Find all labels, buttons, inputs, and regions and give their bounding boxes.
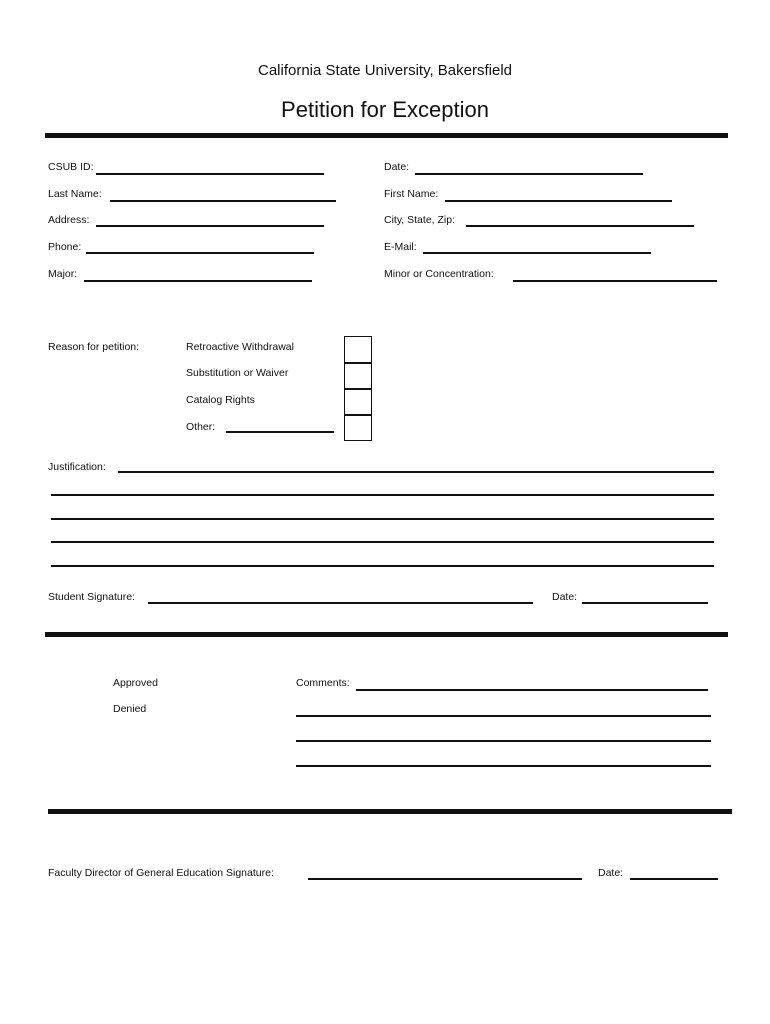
phone-field[interactable] — [86, 252, 314, 254]
city-state-zip-field[interactable] — [466, 225, 694, 227]
reason-option-other: Other: — [186, 421, 216, 433]
justification-line-3[interactable] — [51, 518, 714, 520]
retroactive-withdrawal-checkbox[interactable] — [344, 336, 372, 364]
major-label: Major: — [48, 268, 78, 280]
header-divider — [45, 133, 728, 138]
email-field[interactable] — [423, 252, 651, 254]
address-label: Address: — [48, 214, 90, 226]
city-state-zip-label: City, State, Zip: — [384, 214, 455, 226]
other-checkbox[interactable] — [344, 414, 372, 441]
catalog-rights-checkbox[interactable] — [344, 388, 372, 416]
approved-label: Approved — [113, 677, 158, 689]
minor-field[interactable] — [513, 280, 717, 282]
last-name-label: Last Name: — [48, 188, 102, 200]
minor-label: Minor or Concentration: — [384, 268, 494, 280]
director-signature-date-label: Date: — [598, 867, 624, 879]
comments-line-2[interactable] — [296, 715, 711, 717]
last-name-field[interactable] — [110, 200, 336, 202]
address-field[interactable] — [96, 225, 324, 227]
justification-line-1[interactable] — [118, 471, 714, 473]
reason-option-substitution-waiver: Substitution or Waiver — [186, 367, 289, 379]
reason-option-retroactive-withdrawal: Retroactive Withdrawal — [186, 341, 294, 353]
phone-label: Phone: — [48, 241, 82, 253]
section-divider-bottom — [48, 809, 732, 814]
date-label: Date: — [384, 161, 410, 173]
director-signature-field[interactable] — [308, 878, 582, 880]
reason-option-catalog-rights: Catalog Rights — [186, 394, 255, 406]
justification-line-5[interactable] — [51, 565, 714, 567]
comments-label: Comments: — [296, 677, 350, 689]
institution-name: California State University, Bakersfield — [258, 62, 512, 79]
date-field[interactable] — [415, 173, 643, 175]
student-signature-date-field[interactable] — [582, 602, 708, 604]
student-signature-field[interactable] — [148, 602, 533, 604]
comments-line-1[interactable] — [356, 689, 708, 691]
email-label: E-Mail: — [384, 241, 417, 253]
denied-label: Denied — [113, 703, 147, 715]
section-divider — [45, 632, 728, 637]
substitution-waiver-checkbox[interactable] — [344, 362, 372, 390]
student-signature-date-label: Date: — [552, 591, 578, 603]
form-title: Petition for Exception — [281, 97, 489, 122]
reason-other-field[interactable] — [226, 431, 334, 433]
reason-label: Reason for petition: — [48, 341, 140, 353]
justification-line-4[interactable] — [51, 541, 714, 543]
director-signature-date-field[interactable] — [630, 878, 718, 880]
first-name-label: First Name: — [384, 188, 439, 200]
csub-id-field[interactable] — [96, 173, 324, 175]
comments-line-4[interactable] — [296, 765, 711, 767]
director-signature-label: Faculty Director of General Education Signature: — [48, 867, 274, 879]
justification-label: Justification: — [48, 461, 106, 473]
major-field[interactable] — [84, 280, 312, 282]
student-signature-label: Student Signature: — [48, 591, 135, 603]
first-name-field[interactable] — [445, 200, 672, 202]
justification-line-2[interactable] — [51, 494, 714, 496]
comments-line-3[interactable] — [296, 740, 711, 742]
csub-id-label: CSUB ID: — [48, 161, 94, 173]
